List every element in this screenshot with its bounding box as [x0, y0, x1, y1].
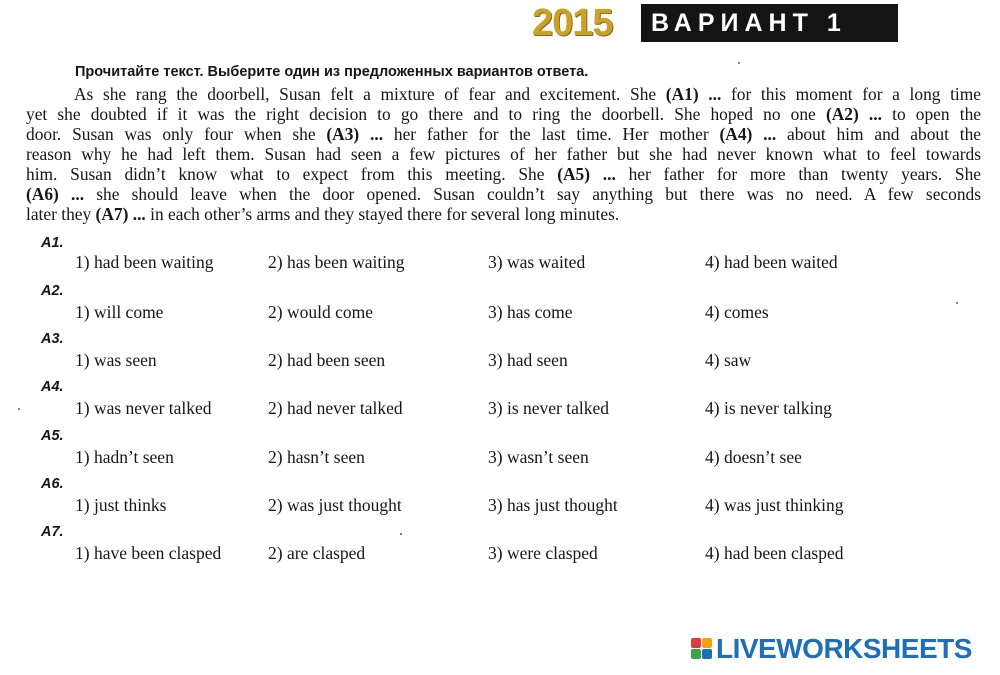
- passage-line: [26, 104, 981, 124]
- passage-text: her father for more than twenty years. She: [615, 164, 981, 184]
- answer-option[interactable]: 2) had never talked: [268, 398, 403, 418]
- instruction-text: Прочитайте текст. Выберите один из предложенных вариантов ответа.: [75, 64, 589, 80]
- year-badge: 2015: [532, 2, 613, 44]
- answer-option[interactable]: 1) had been waiting: [75, 252, 214, 272]
- answer-option[interactable]: 1) just thinks: [75, 495, 167, 515]
- passage-text: about him and about the: [776, 124, 981, 144]
- reading-passage: [26, 84, 981, 224]
- passage-line: [26, 144, 981, 164]
- passage-text: her father for the last time. Her mother: [383, 124, 720, 144]
- answer-option[interactable]: 1) was seen: [75, 350, 157, 370]
- gap-marker: (A5) ...: [557, 164, 616, 184]
- passage-text: in each other’s arms and they stayed there for several long minutes.: [145, 204, 620, 224]
- passage-text: him. Susan didn’t know what to expect from this meeting. She: [26, 164, 558, 184]
- answer-option[interactable]: 4) had been waited: [705, 252, 838, 272]
- answer-option[interactable]: 4) had been clasped: [705, 543, 844, 563]
- answer-option[interactable]: 2) would come: [268, 302, 373, 322]
- question-label: A5.: [41, 428, 64, 444]
- answer-option[interactable]: 3) has come: [488, 302, 573, 322]
- question-label: A6.: [41, 476, 64, 492]
- passage-line: [26, 184, 981, 204]
- liveworksheets-wordmark: LIVEWORKSHEETS: [716, 633, 972, 664]
- answer-option[interactable]: 4) doesn’t see: [705, 447, 802, 467]
- question-label: A3.: [41, 331, 64, 347]
- answer-option[interactable]: 1) was never talked: [75, 398, 212, 418]
- passage-text: reason why he had left them. Susan had seen a few pictures of her father but she had never known what to feel towards: [26, 144, 981, 164]
- question-label: A2.: [41, 283, 64, 299]
- question-label: A1.: [41, 235, 64, 251]
- liveworksheets-logo: [691, 634, 972, 664]
- answer-option[interactable]: 4) was just thinking: [705, 495, 844, 515]
- passage-line: [26, 204, 981, 224]
- passage-text: As she rang the doorbell, Susan felt a mixture of fear and excitement. She: [74, 84, 666, 104]
- passage-line: [26, 164, 981, 184]
- answer-option[interactable]: 1) have been clasped: [75, 543, 222, 563]
- scan-speck: [956, 302, 958, 304]
- passage-text: to open the: [881, 104, 981, 124]
- answer-option[interactable]: 3) has just thought: [488, 495, 618, 515]
- gap-marker: (A6) ...: [26, 184, 85, 204]
- passage-line: [26, 124, 981, 144]
- answer-option[interactable]: 4) comes: [705, 302, 769, 322]
- scan-speck: [400, 533, 402, 535]
- gap-marker: (A2) ...: [825, 104, 882, 124]
- passage-text: later they: [26, 204, 96, 224]
- answer-option[interactable]: 2) has been waiting: [268, 252, 405, 272]
- answer-option[interactable]: 2) hasn’t seen: [268, 447, 365, 467]
- gap-marker: (A1) ...: [665, 84, 722, 104]
- answer-option[interactable]: 3) wasn’t seen: [488, 447, 589, 467]
- passage-text: she should leave when the door opened. Susan couldn’t say anything but there was no need. A few seconds: [84, 184, 981, 204]
- passage-text: for this moment for a long time: [721, 84, 982, 104]
- answer-option[interactable]: 3) was waited: [488, 252, 586, 272]
- gap-marker: (A7) ...: [95, 204, 146, 224]
- answer-option[interactable]: 3) had seen: [488, 350, 568, 370]
- passage-line: [26, 84, 981, 104]
- gap-marker: (A4) ...: [719, 124, 777, 144]
- answer-option[interactable]: 4) is never talking: [705, 398, 832, 418]
- question-label: A7.: [41, 524, 64, 540]
- passage-text: door. Susan was only four when she: [26, 124, 327, 144]
- variant-title: ВАРИАНТ 1: [641, 4, 898, 42]
- answer-option[interactable]: 1) will come: [75, 302, 164, 322]
- question-label: A4.: [41, 379, 64, 395]
- answer-option[interactable]: 3) were clasped: [488, 543, 598, 563]
- answer-option[interactable]: 3) is never talked: [488, 398, 609, 418]
- gap-marker: (A3) ...: [326, 124, 384, 144]
- liveworksheets-logo-icon: [691, 638, 713, 660]
- answer-option[interactable]: 4) saw: [705, 350, 752, 370]
- answer-option[interactable]: 2) had been seen: [268, 350, 386, 370]
- passage-text: yet she doubted if it was the right decision to go there and to ring the doorbell. She hoped no one: [26, 104, 826, 124]
- scan-speck: [738, 62, 740, 64]
- answer-option[interactable]: 2) are clasped: [268, 543, 366, 563]
- answer-option[interactable]: 2) was just thought: [268, 495, 402, 515]
- scan-speck: [18, 408, 20, 410]
- answer-option[interactable]: 1) hadn’t seen: [75, 447, 174, 467]
